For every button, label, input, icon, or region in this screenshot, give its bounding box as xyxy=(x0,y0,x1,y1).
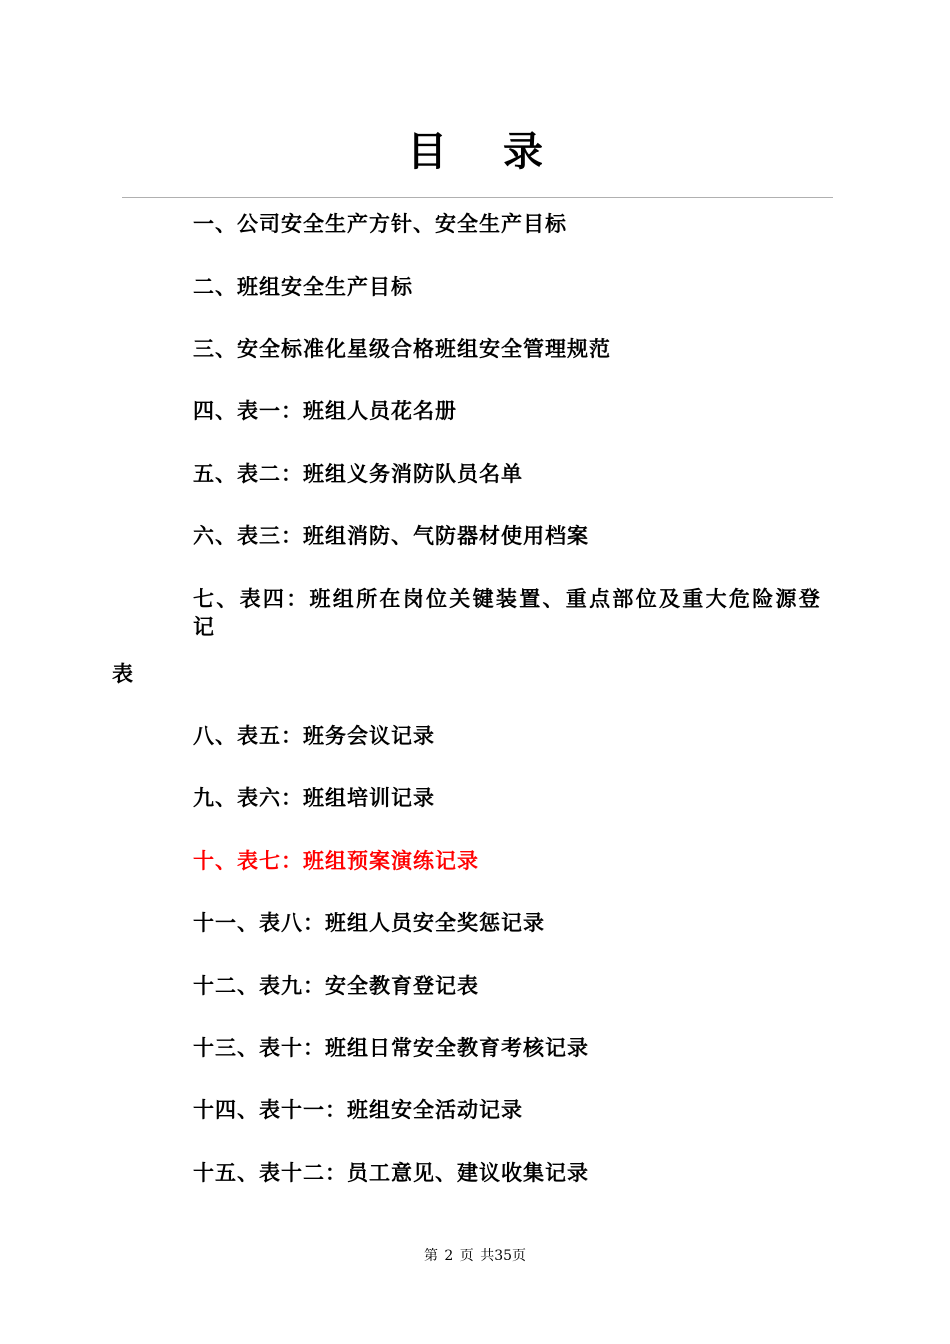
toc-item-14[interactable]: 十四、表十一：班组安全活动记录 xyxy=(193,1098,523,1122)
title-divider xyxy=(122,197,833,198)
toc-item-9[interactable]: 九、表六：班组培训记录 xyxy=(193,786,435,810)
toc-item-1[interactable]: 一、公司安全生产方针、安全生产目标 xyxy=(193,212,567,236)
toc-item-8[interactable]: 八、表五：班务会议记录 xyxy=(193,724,435,748)
toc-item-11[interactable]: 十一、表八：班组人员安全奖惩记录 xyxy=(193,911,545,935)
toc-item-10[interactable]: 十、表七：班组预案演练记录 xyxy=(193,849,479,873)
toc-item-13[interactable]: 十三、表十：班组日常安全教育考核记录 xyxy=(193,1036,589,1060)
toc-item-2[interactable]: 二、班组安全生产目标 xyxy=(193,275,413,299)
toc-item-15[interactable]: 十五、表十二：员工意见、建议收集记录 xyxy=(193,1161,589,1185)
toc-item-7[interactable]: 七、表四：班组所在岗位关键装置、重点部位及重大危险源登记 xyxy=(193,587,823,639)
page-footer: 第 2 页 共35页 xyxy=(423,1248,527,1264)
toc-item-4[interactable]: 四、表一：班组人员花名册 xyxy=(193,399,457,423)
toc-item-3[interactable]: 三、安全标准化星级合格班组安全管理规范 xyxy=(193,337,611,361)
title-char-1: 目 xyxy=(407,129,447,175)
toc-item-5[interactable]: 五、表二：班组义务消防队员名单 xyxy=(193,462,523,486)
page-title xyxy=(0,128,950,176)
toc-item-12[interactable]: 十二、表九：安全教育登记表 xyxy=(193,974,479,998)
title-char-2: 录 xyxy=(503,129,543,175)
toc-item-7-continuation[interactable]: 表 xyxy=(112,662,133,686)
toc-item-6[interactable]: 六、表三：班组消防、气防器材使用档案 xyxy=(193,524,589,548)
